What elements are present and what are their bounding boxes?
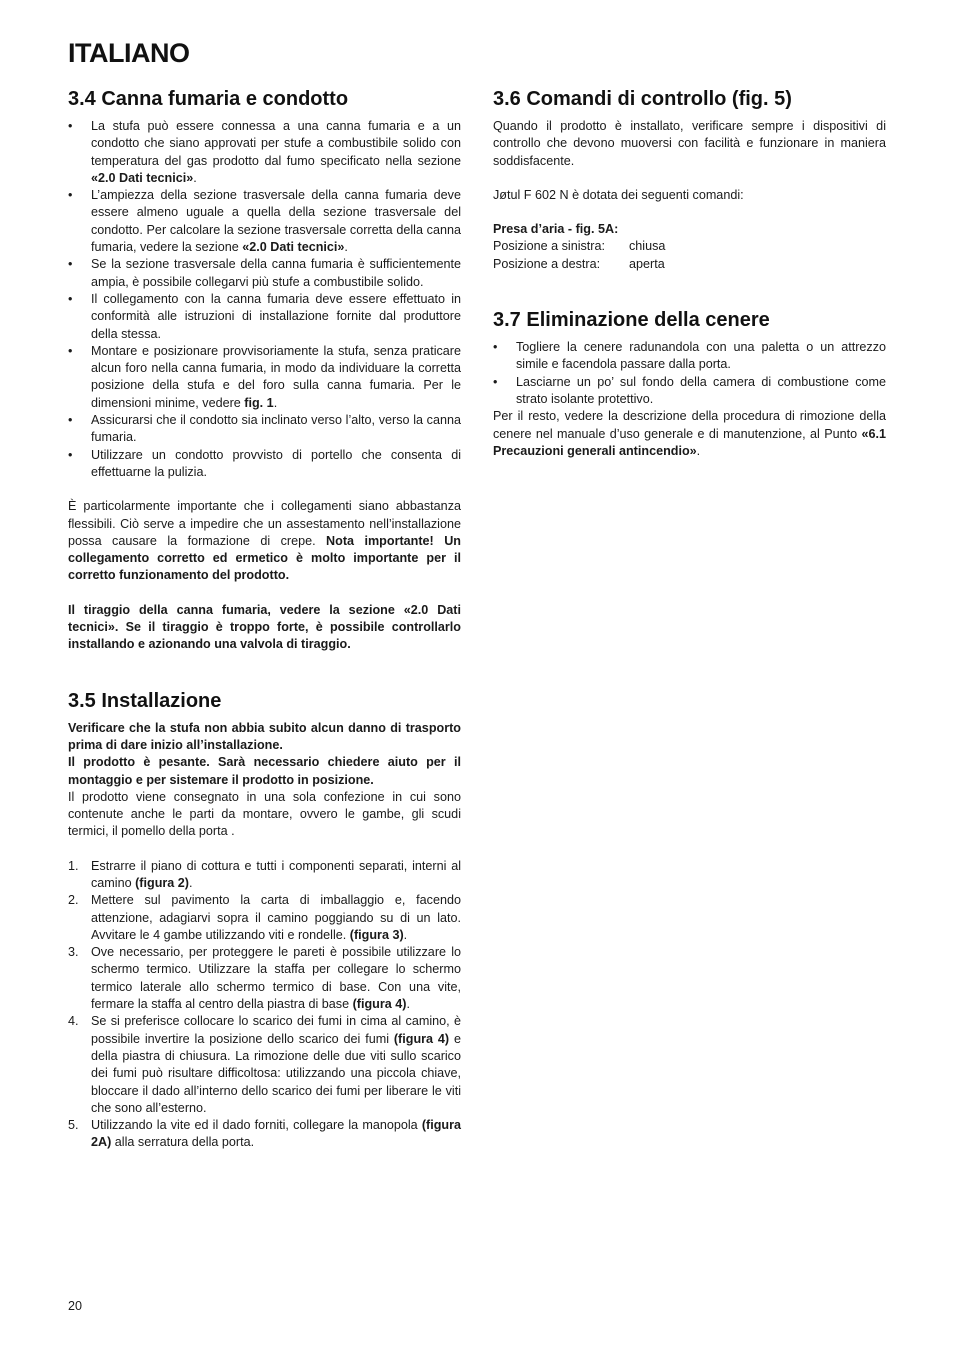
controls-check-paragraph: Quando il prodotto è installato, verificare sempre i dispositivi di controllo che devono muoversi con facilità e funzionare in maniera soddisfacente. [493, 119, 886, 168]
section-3-6-title: 3.6 Comandi di controllo (fig. 5) [493, 88, 792, 110]
step-number: 3. [68, 945, 79, 960]
list-item: • Il collegamento con la canna fumaria deve essere effettuato in conformità alle istruzioni di installazione fornite dal produttore della stessa. [68, 291, 461, 341]
bullet-marker: • [68, 413, 73, 428]
bullet-marker: • [68, 291, 73, 306]
position-row-left: Posizione a sinistra: chiusa [493, 239, 666, 254]
section-3-5-title: 3.5 Installazione [68, 689, 222, 712]
bullet-marker: • [68, 188, 73, 203]
list-item: • Se la sezione trasversale della canna fumaria è sufficientemente ampia, è possibile collegarvi più stufe a combustibile solido. [68, 257, 461, 289]
bullet-marker: • [68, 257, 73, 272]
step-number: 5. [68, 1118, 79, 1133]
flexible-connection-paragraph: È particolarmente importante che i collegamenti siano abbastanza flessibili. Ciò serve a impedire che un assestamento nell’installazione possa causare la formazione di crepe. Nota importante! Un collegamento corretto ed ermetico è molto importante per il corretto funzionamento del prodotto. [68, 499, 461, 583]
list-item: • Assicurarsi che il condotto sia inclinato verso l’alto, verso la canna fumaria. [68, 413, 461, 445]
controls-intro-paragraph: Jøtul F 602 N è dotata dei seguenti comandi: [493, 187, 744, 202]
left-column [68, 86, 461, 1152]
position-row-right: Posizione a destra: aperta [493, 256, 665, 271]
list-item: 2. Mettere sul pavimento la carta di imballaggio e, facendo attenzione, adagiarvi sopra il camino poggiando su di un lato. Avvitare le 4 gambe utilizzando viti e rondelle. (figura 3). [68, 893, 461, 942]
bullet-marker: • [493, 374, 498, 389]
bullet-marker: • [68, 343, 73, 358]
bullet-marker: • [68, 447, 73, 462]
page-number: 20 [68, 1299, 83, 1313]
list-item: • Togliere la cenere radunandola con una paletta o un attrezzo simile e facendola passare dalla porta. [493, 340, 886, 372]
step-number: 1. [68, 858, 79, 873]
list-item: • L’ampiezza della sezione trasversale della canna fumaria deve essere almeno uguale a quella della sezione trasversale del condotto. Per calcolare la sezione trasversale corretta della canna fumaria, vedere la sezione «2.0 Dati tecnici». [68, 188, 461, 255]
air-intake-title: Presa d’aria - fig. 5A: [493, 222, 619, 237]
section-3-7-title: 3.7 Eliminazione della cenere [493, 309, 770, 332]
bullet-marker: • [68, 119, 73, 133]
heavy-product-warning: Il prodotto è pesante. Sarà necessario chiedere aiuto per il montaggio e per sistemare il prodotto in posizione. [68, 755, 461, 787]
list-item: 1. Estrarre il piano di cottura e tutti i componenti separati, interni al camino (figura 2). [68, 858, 461, 890]
chimney-bullet-list [68, 118, 461, 481]
section-3-4-title: 3.4 Canna fumaria e condotto [68, 88, 349, 110]
list-item: • La stufa può essere connessa a una canna fumaria e a un condotto che siano approvati per stufe a combustibile solido con temperatura del gas prodotto dal fumo specificato nella sezione «2.0 Dati tecnici». [68, 119, 461, 185]
list-item: • Lasciarne un po’ sul fondo della camera di combustione come strato isolante protettivo. [493, 374, 886, 406]
draught-paragraph: Il tiraggio della canna fumaria, vedere la sezione «2.0 Dati tecnici». Se il tiraggio è troppo forte, è possibile controllarlo installando e azionando una valvola di tiraggio. [68, 602, 461, 652]
list-item: 3. Ove necessario, per proteggere le pareti è possibile utilizzare lo schermo termico. Utilizzare la staffa per collegare lo schermo termico laterale allo schermo termico di base. Con una vite, fermare la staffa al centro della piastra di base (figura 4). [68, 945, 461, 1012]
list-item: 4. Se si preferisce collocare lo scarico dei fumi in cima al camino, è possibile invertire la posizione dello scarico dei fumi (figura 4) e della piastra di chiusura. La rimozione delle due viti sullo scarico dei fumi può risultare difficoltosa: utilizzando una piccola chiave, bloccare il dado all’interno dello scarico dei fumi per liberare le viti che sono all’esterno. [68, 1014, 461, 1115]
list-item: • Montare e posizionare provvisoriamente la stufa, senza praticare alcun foro nella canna fumaria, in modo da individuare la corretta posizione della stufa e del foro sulla canna fumaria. Per le dimensioni minime, vedere fig. 1. [68, 343, 461, 410]
list-item: • Utilizzare un condotto provvisto di portello che consenta di effettuarne la pulizia. [68, 447, 461, 479]
transport-damage-warning: Verificare che la stufa non abbia subito alcun danno di trasporto prima di dare inizio all’installazione. [68, 720, 461, 752]
language-heading: ITALIANO [68, 38, 190, 68]
ash-removal-bullet-list [493, 339, 886, 408]
installation-steps-list [68, 858, 461, 1152]
bullet-marker: • [493, 340, 498, 355]
step-number: 4. [68, 1014, 79, 1029]
right-column [493, 86, 886, 460]
ash-removal-reference-paragraph: Per il resto, vedere la descrizione della procedura di rimozione della cenere nel manuale d’uso generale e di manutenzione, al Punto «6.1 Precauzioni generali antincendio». [493, 409, 886, 458]
package-contents-paragraph: Il prodotto viene consegnato in una sola confezione in cui sono contenute anche le parti da montare, ovvero le gambe, gli scudi termici, il pomello della porta . [68, 789, 461, 839]
list-item: 5. Utilizzando la vite ed il dado forniti, collegare la manopola (figura 2A) alla serratura della porta. [68, 1118, 461, 1150]
step-number: 2. [68, 893, 79, 908]
